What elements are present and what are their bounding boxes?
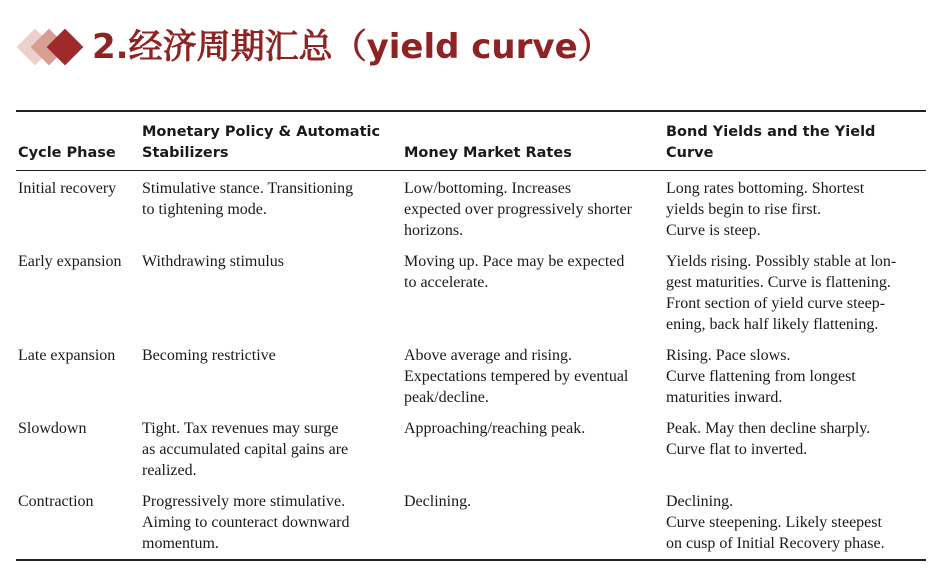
cell-money-market-rates <box>402 413 664 486</box>
cell-money-market-rates <box>402 171 664 247</box>
cell-text-line: Moving up. Pace may be expected <box>404 253 625 270</box>
diamond-decoration-icon <box>10 20 90 76</box>
cell-text-line: Tight. Tax revenues may surge <box>142 420 339 437</box>
cell-money-market-rates <box>402 246 664 340</box>
cell-text-line: Yields rising. Possibly stable at lon- <box>666 253 897 270</box>
cell-cycle-phase: Early expansion <box>18 253 122 270</box>
cell-cycle-phase: Initial recovery <box>18 180 117 197</box>
cell-bond-yields <box>664 246 926 340</box>
cell-text-line: Long rates bottoming. Shortest <box>666 180 865 197</box>
cell-monetary-policy <box>140 413 402 486</box>
cell-text-line: ening, back half likely flattening. <box>666 316 879 333</box>
cell-text-line: peak/decline. <box>404 389 489 406</box>
cell-text-line: horizons. <box>404 222 464 239</box>
cell-text-line: Withdrawing stimulus <box>142 253 285 270</box>
cell-text-line: maturities inward. <box>666 389 783 406</box>
cell-text-line: Expectations tempered by eventual <box>404 368 629 385</box>
cell-monetary-policy <box>140 340 402 413</box>
table-row <box>16 486 926 560</box>
cell-text-line: yields begin to rise first. <box>666 201 822 218</box>
cell-text-line: Approaching/reaching peak. <box>404 420 586 437</box>
cell-text-line: Curve flattening from longest <box>666 368 856 385</box>
cell-text-line: Curve steepening. Likely steepest <box>666 514 882 531</box>
table-row <box>16 246 926 340</box>
cell-cycle-phase: Slowdown <box>18 420 87 437</box>
cell-text-line: Peak. May then decline sharply. <box>666 420 871 437</box>
cell-monetary-policy <box>140 486 402 560</box>
cycle-summary-table <box>16 110 926 561</box>
cell-text-line: Curve is steep. <box>666 222 761 239</box>
cell-money-market-rates <box>402 486 664 560</box>
table-row <box>16 413 926 486</box>
slide-title: 2.经济周期汇总（yield curve） <box>92 27 612 67</box>
table-row <box>16 171 926 247</box>
cell-text-line: Aiming to counteract downward <box>142 514 350 531</box>
cell-cycle-phase: Late expansion <box>18 347 116 364</box>
cell-text-line: momentum. <box>142 535 219 552</box>
table-row <box>16 340 926 413</box>
cell-text-line: expected over progressively shorter <box>404 201 632 218</box>
cell-text-line: Declining. <box>666 493 734 510</box>
cell-cycle-phase: Contraction <box>18 493 94 510</box>
cell-text-line: Curve flat to inverted. <box>666 441 808 458</box>
table-header-row <box>16 111 926 171</box>
cell-text-line: Stimulative stance. Transitioning <box>142 180 354 197</box>
cell-text-line: realized. <box>142 462 197 479</box>
cell-text-line: to tightening mode. <box>142 201 267 218</box>
cell-text-line: Becoming restrictive <box>142 347 276 364</box>
cell-text-line: to accelerate. <box>404 274 489 291</box>
cell-money-market-rates <box>402 340 664 413</box>
cell-text-line: gest maturities. Curve is flattening. <box>666 274 891 291</box>
slide-header <box>10 20 930 76</box>
column-header-cycle-phase: Cycle Phase <box>18 145 116 161</box>
cell-bond-yields <box>664 413 926 486</box>
column-header-bond-yields: Bond Yields and the Yield Curve <box>666 124 876 161</box>
cell-text-line: as accumulated capital gains are <box>142 441 349 458</box>
cell-text-line: Above average and rising. <box>404 347 572 364</box>
column-header-monetary-policy: Monetary Policy & Automatic Stabilizers <box>142 124 381 161</box>
cell-text-line: Front section of yield curve steep- <box>666 295 886 312</box>
cell-text-line: Rising. Pace slows. <box>666 347 791 364</box>
table-body <box>16 171 926 561</box>
cell-bond-yields <box>664 340 926 413</box>
column-header-money-market-rates: Money Market Rates <box>404 145 572 161</box>
cell-monetary-policy <box>140 246 402 340</box>
cell-bond-yields <box>664 171 926 247</box>
cell-text-line: Declining. <box>404 493 472 510</box>
cell-text-line: Low/bottoming. Increases <box>404 180 572 197</box>
cell-text-line: Progressively more stimulative. <box>142 493 346 510</box>
cell-text-line: on cusp of Initial Recovery phase. <box>666 535 885 552</box>
cell-monetary-policy <box>140 171 402 247</box>
cell-bond-yields <box>664 486 926 560</box>
